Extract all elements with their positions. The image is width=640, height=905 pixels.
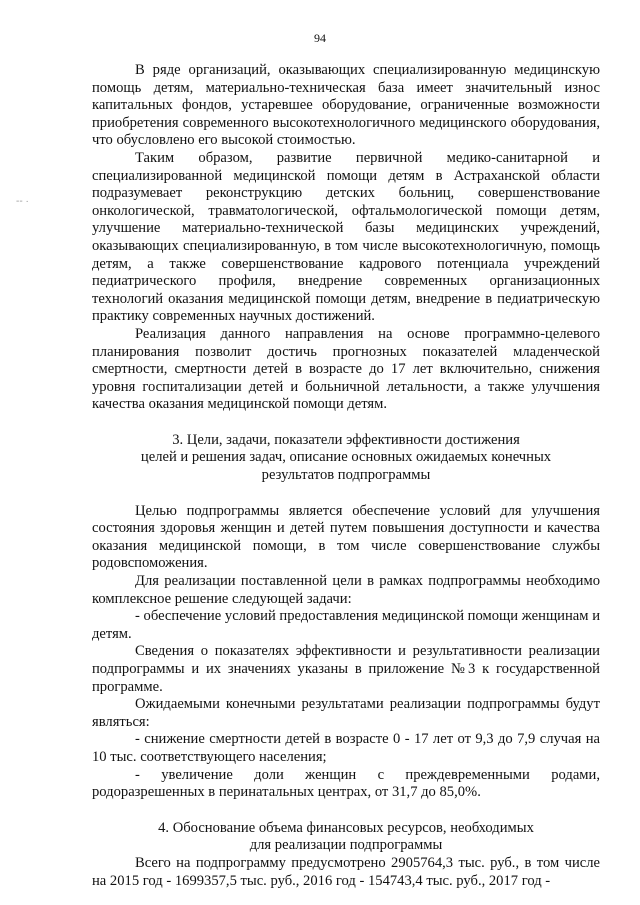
paragraph: Реализация данного направления на основе программно-целевого планирования позволит достичь прогнозных показателей младенческой смертности, смертности детей в возрасте до 17 лет включительно, снижения уровня госпитализации детей и больничной летальности, а также улучшения качества оказания медицинской помощи детям. — [92, 325, 600, 413]
paragraph: Всего на подпрограмму предусмотрено 2905764,3 тыс. руб., в том числе на 2015 год - 1699357,5 тыс. руб., 2016 год - 154743,4 тыс. руб., 2017 год - — [92, 854, 600, 889]
paragraph: - снижение смертности детей в возрасте 0 - 17 лет от 9,3 до 7,9 случая на 10 тыс. соответствующего населения; — [92, 731, 600, 765]
paragraph: Таким образом, развитие первичной медико-санитарной и специализированной медицинской помощи детям в Астраханской области подразумевает реконструкцию детских больниц, совершенствование онкологической, травматологической, офтальмологической помощи детям, улучшение материально-технической базы медицинских учреждений, оказывающих специализированную, в том числе высокотехнологичную, помощь детям, а также совершенствование кадрового потенциала учреждений педиатрического профиля, внедрение современных организационных технологий оказания медицинской помощи детям, внедрение в педиатрическую практику современных научных достижений. — [92, 149, 600, 325]
margin-mark: -- · — [16, 196, 29, 207]
paragraph: - обеспечение условий предоставления медицинской помощи женщинам и детям. — [92, 608, 600, 642]
heading-line: для реализации подпрограммы — [249, 837, 443, 854]
heading-line: 4. Обоснование объема финансовых ресурсов, необходимых — [158, 819, 534, 836]
document-body — [92, 62, 600, 890]
heading-line: целей и решения задач, описание основных ожидаемых конечных — [140, 449, 552, 466]
paragraph: Сведения о показателях эффективности и результативности реализации подпрограммы и их значениях указаны в приложение №3 к государственной программе. — [92, 643, 600, 695]
paragraph: Для реализации поставленной цели в рамках подпрограммы необходимо комплексное решение следующей задачи: — [92, 573, 600, 607]
section-heading-3 — [92, 432, 600, 485]
heading-line: результатов подпрограммы — [261, 467, 431, 484]
section-heading-4 — [92, 820, 600, 855]
paragraph: Ожидаемыми конечными результатами реализации подпрограммы будут являться: — [92, 696, 600, 730]
heading-line: 3. Цели, задачи, показатели эффективности достижения — [172, 431, 520, 448]
page-number: 94 — [314, 31, 326, 45]
paragraph: В ряде организаций, оказывающих специализированную медицинскую помощь детям, материально-техническая база имеет значительный износ капитальных фондов, устаревшее оборудование, ограниченные возможности приобретения современного высокотехнологичного медицинского оборудования, что обусловлено его высокой стоимостью. — [92, 62, 600, 149]
paragraph: Целью подпрограммы является обеспечение условий для улучшения состояния здоровья женщин и детей путем повышения доступности и качества оказания медицинской помощи, в том числе совершенствование службы родовспоможения. — [92, 502, 600, 572]
paragraph: - увеличение доли женщин с преждевременными родами, родоразрешенных в перинатальных центрах, от 31,7 до 85,0%. — [92, 766, 600, 801]
